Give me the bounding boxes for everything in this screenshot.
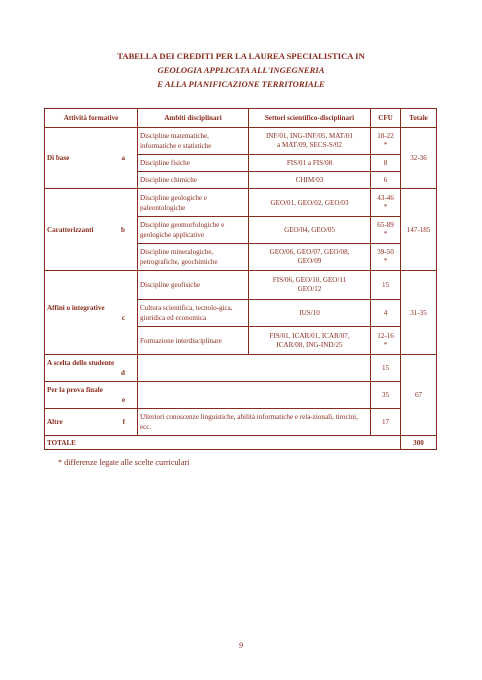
ambito-cell: Ulteriori conoscenze linguistiche, abilità informatiche e rela-zionali, tirocini, ecc.	[138, 409, 371, 436]
table-row	[45, 409, 437, 436]
group-letter: e	[121, 396, 125, 404]
group-letter: a	[121, 154, 125, 162]
ambito-cell: Discipline geologiche e paleontologiche	[138, 189, 249, 217]
group-label: Affini o integrative	[47, 303, 105, 312]
header-attivita: Attività formative	[45, 109, 138, 128]
cfu-cell: 12-16 *	[371, 327, 401, 355]
ambito-cell: Discipline geofisiche	[138, 271, 249, 300]
group-affini	[45, 271, 138, 355]
page-number: 9	[238, 640, 244, 650]
total-caratterizzanti: 147-185	[401, 189, 437, 271]
total-affini: 31-35	[401, 271, 437, 355]
total-base: 32-36	[401, 128, 437, 189]
ambito-cell: Discipline chimiche	[138, 172, 249, 189]
cfu-cell: 43-46 *	[371, 189, 401, 217]
total-altre: 67	[401, 355, 437, 436]
credits-table	[44, 108, 437, 450]
settori-cell: GEO/04, GEO/05	[249, 217, 371, 244]
title-line-3: E ALLA PIANIFICAZIONE TERRITORIALE	[157, 79, 325, 89]
header-settori: Settori scientifico-disciplinari	[249, 109, 371, 128]
group-prova	[45, 382, 138, 409]
title-line-2: GEOLOGIA APPLICATA ALL'INGEGNERIA	[157, 65, 325, 75]
header-cfu: CFU	[371, 109, 401, 128]
ambito-cell: Discipline matematiche, informatiche e statistiche	[138, 128, 249, 155]
cfu-cell: 35	[371, 382, 401, 409]
settori-cell: INF/01, ING-INF/05, MAT/01 a MAT/09, SECS-S/02	[249, 128, 371, 155]
ambito-cell: Discipline geomorfologiche e geologiche applicative	[138, 217, 249, 244]
table-row	[45, 382, 437, 409]
header-totale: Totale	[401, 109, 437, 128]
cfu-cell: 6	[371, 172, 401, 189]
settori-cell: GEO/06, GEO/07, GEO/08, GEO/09	[249, 244, 371, 271]
settori-cell: FIS/01, ICAR/01, ICAR/07, ICAR/08, ING-IND/25	[249, 327, 371, 355]
group-label: Per la prova finale	[47, 386, 103, 394]
table-row	[45, 271, 437, 300]
settori-cell: IUS/10	[249, 300, 371, 327]
cfu-cell: 65-89 *	[371, 217, 401, 244]
group-letter: d	[121, 369, 125, 377]
cfu-cell: 39-50 *	[371, 244, 401, 271]
settori-cell: FIS/06, GEO/10, GEO/11 GEO/12	[249, 271, 371, 300]
header-row	[45, 109, 437, 128]
group-scelta	[45, 355, 138, 382]
ambito-cell: Cultura scientifica, tecnolo-gica, giuridica ed economica	[138, 300, 249, 327]
ambito-cell: Discipline mineralogiche, petrografiche, geochimiche	[138, 244, 249, 271]
cfu-cell: 15	[371, 271, 401, 300]
group-label: Caratterizzanti	[47, 225, 94, 234]
settori-cell: FIS/01 a FIS/08	[249, 155, 371, 172]
header-ambiti: Ambiti disciplinari	[138, 109, 249, 128]
group-label: Altre	[47, 418, 63, 426]
cfu-cell: 8	[371, 155, 401, 172]
ambito-cell: Formazione interdisciplinare	[138, 327, 249, 355]
settori-cell: GEO/01, GEO/02, GEO/03	[249, 189, 371, 217]
group-base	[45, 128, 138, 189]
table-row	[45, 128, 437, 155]
title-line-1: TABELLA DEI CREDITI PER LA LAUREA SPECIALISTICA IN	[117, 51, 365, 61]
total-value: 300	[401, 436, 437, 450]
group-letter: c	[121, 313, 125, 322]
group-letter: b	[121, 225, 125, 234]
footnote: * differenze legate alle scelte curriculari	[58, 458, 190, 467]
table-row	[45, 189, 437, 217]
total-label: TOTALE	[45, 436, 401, 450]
cfu-cell: 4	[371, 300, 401, 327]
empty-cell	[138, 382, 371, 409]
group-caratterizzanti	[45, 189, 138, 271]
cfu-cell: 15	[371, 355, 401, 382]
total-row	[45, 436, 437, 450]
group-label: Di base	[47, 154, 70, 162]
table-row	[45, 355, 437, 382]
ambito-cell: Discipline fisiche	[138, 155, 249, 172]
group-label: A scelta dello studente	[47, 359, 115, 367]
group-letter: f	[122, 418, 125, 426]
empty-cell	[138, 355, 371, 382]
group-altre	[45, 409, 138, 436]
page-title	[0, 49, 482, 91]
cfu-cell: 18-22 *	[371, 128, 401, 155]
cfu-cell: 17	[371, 409, 401, 436]
settori-cell: CHIM/03	[249, 172, 371, 189]
